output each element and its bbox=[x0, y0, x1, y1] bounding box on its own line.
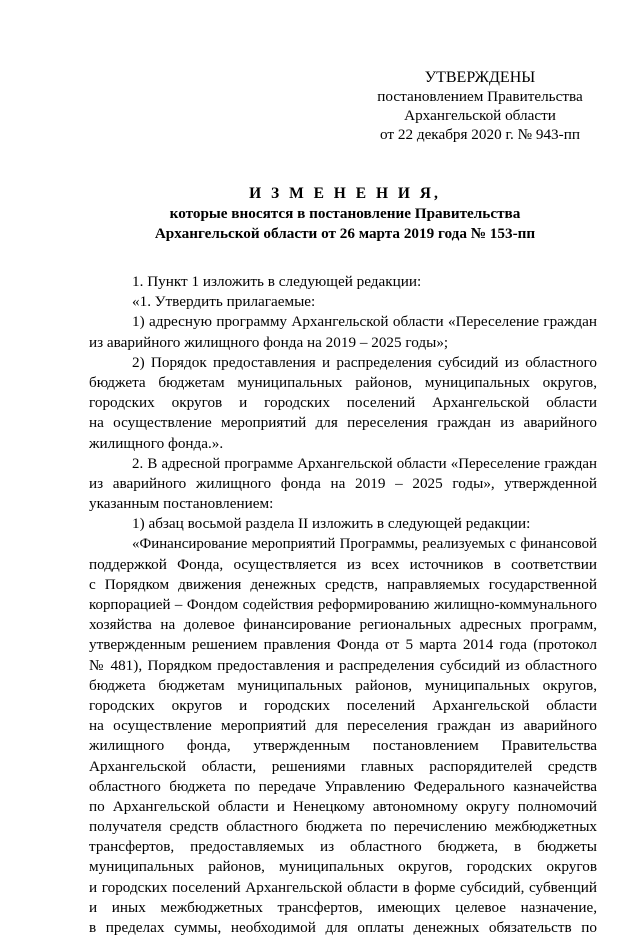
body-line: жилищного фонда, утвержденным постановлением Правительства bbox=[89, 737, 597, 755]
approval-line-3: от 22 декабря 2020 г. № 943-пп bbox=[380, 126, 580, 143]
body-line: Архангельской области, решениями главных распорядителей средств bbox=[89, 757, 597, 775]
body-line: 1) абзац восьмой раздела II изложить в следующей редакции: bbox=[132, 515, 531, 533]
body-line: на осуществление мероприятий для переселения граждан из аварийного bbox=[89, 414, 597, 432]
body-line: в пределах суммы, необходимой для оплаты денежных обязательств по bbox=[89, 919, 597, 936]
body-line: бюджета бюджетам муниципальных районов, муниципальных округов, bbox=[89, 676, 597, 694]
body-line: по Архангельской области и Ненецкому автономному округу полномочий bbox=[89, 797, 597, 815]
body-line: и городских поселений Архангельской области в форме субсидий, субвенций bbox=[89, 878, 597, 896]
body-line: из аварийного жилищного фонда на 2019 – 2025 годы», утвержденной bbox=[89, 474, 597, 492]
approval-line-1: постановлением Правительства bbox=[377, 88, 583, 105]
body-line: хозяйства на долевое финансирование региональных адресных программ, bbox=[89, 616, 597, 634]
body-line: муниципальных районов, муниципальных округов, городских округов bbox=[89, 858, 597, 876]
body-line: получателя средств областного бюджета по перечислению межбюджетных bbox=[89, 818, 597, 836]
body-line: «Финансирование мероприятий Программы, реализуемых с финансовой bbox=[132, 536, 597, 553]
body-line: утвержденным решением правления Фонда от 5 марта 2014 года (протокол bbox=[89, 636, 597, 654]
document-body bbox=[89, 272, 597, 938]
body-line: трансфертов, предоставляемых из областного бюджета, в бюджеты bbox=[89, 838, 597, 856]
body-line: 1) адресную программу Архангельской области «Переселение граждан bbox=[132, 313, 597, 331]
title-heading: И З М Е Н Е Н И Я, bbox=[249, 185, 441, 202]
body-line: поддержкой Фонда, осуществляется из всех источников в соответствии bbox=[89, 555, 597, 573]
body-line: городских округов и городских поселений Архангельской области bbox=[89, 394, 597, 412]
body-line: городских округов и городских поселений Архангельской области bbox=[89, 696, 597, 714]
body-line: из аварийного жилищного фонда на 2019 – 2025 годы»; bbox=[89, 333, 449, 351]
body-line: указанным постановлением: bbox=[89, 495, 274, 513]
document-title bbox=[90, 184, 600, 244]
body-line: с Порядком движения денежных средств, направляемых государственной bbox=[89, 575, 597, 593]
body-line: «1. Утвердить прилагаемые: bbox=[132, 293, 316, 311]
approval-heading: УТВЕРЖДЕНЫ bbox=[424, 69, 536, 86]
title-line-1: которые вносятся в постановление Правительства bbox=[169, 205, 521, 222]
body-line: на осуществление мероприятий для переселения граждан из аварийного bbox=[89, 717, 597, 735]
body-line: корпорацией – Фондом содействия реформированию жилищно-коммунального bbox=[89, 597, 597, 613]
body-line: 2) Порядок предоставления и распределения субсидий из областного bbox=[132, 353, 597, 371]
approval-line-2: Архангельской области bbox=[404, 107, 556, 124]
body-line: жилищного фонда.». bbox=[89, 434, 224, 452]
body-line: и иных межбюджетных трансфертов, имеющих целевое назначение, bbox=[89, 898, 597, 916]
body-line: бюджета бюджетам муниципальных районов, муниципальных округов, bbox=[89, 373, 597, 391]
title-line-2: Архангельской области от 26 марта 2019 года № 153-пп bbox=[154, 225, 536, 242]
approval-stamp bbox=[350, 68, 610, 144]
body-line: областного бюджета по передаче Управлению Федерального казначейства bbox=[89, 777, 597, 795]
body-line: № 481), Порядком предоставления и распределения субсидий из областного bbox=[89, 656, 597, 674]
body-line: 1. Пункт 1 изложить в следующей редакции: bbox=[132, 273, 422, 290]
body-line: 2. В адресной программе Архангельской области «Переселение граждан bbox=[132, 455, 597, 472]
